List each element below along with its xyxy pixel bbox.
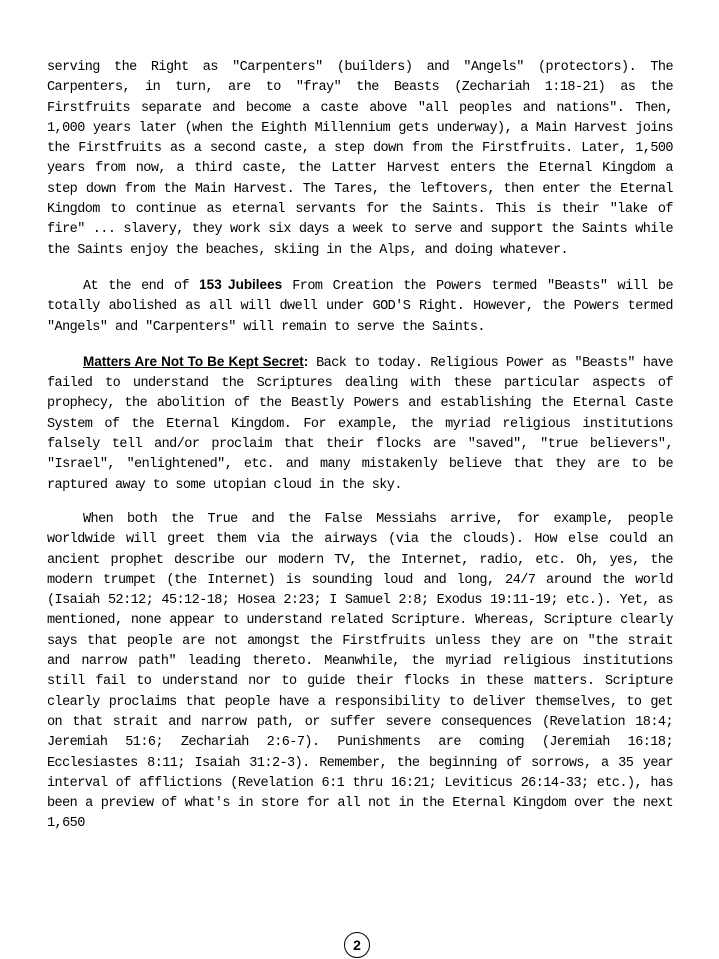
paragraph-2-lead: At the end of: [83, 278, 200, 294]
section-heading: Matters Are Not To Be Kept Secret: [83, 353, 304, 369]
paragraph-4: When both the True and the False Messiahs arrive, for example, people worldwide will greet them via the airways (via the clouds). How else could an ancient prophet describe our modern TV, the Internet, radio, etc. Oh, yes, the modern trumpet (the Internet) is sounding loud and long, 24/7 around the world (Isaiah 52:12; 45:12-18; Hosea 2:23; I Samuel 2:8; Exodus 19:11-19; etc.). Yet, as mentioned, none appear to understand related Scripture. Whereas, Scripture clearly says that people are not amongst the Firstfruits unless they are on "the strait and narrow path" leading thereto. Meanwhile, the myriad religious institutions still fail to understand nor to guide their flocks in these matters. Scripture clearly proclaims that people have a responsibility to deliver themselves, to get on that strait and narrow path, or suffer severe consequences (Revelation 18:4; Jeremiah 51:6; Zechariah 2:6-7). Punishments are coming (Jeremiah 16:18; Ecclesiastes 8:11; Isaiah 31:2-3). Remember, the beginning of sorrows, a 35 year interval of afflictions (Revelation 6:1 thru 16:21; Leviticus 26:14-33; etc.), has been a preview of what's in store for all not in the Eternal Kingdom over the next 1,650: [47, 511, 673, 832]
paragraph-3: [47, 352, 673, 496]
paragraph-2-rest: From Creation the Powers termed "Beasts" will be totally abolished as all will dwell under GOD'S Right. However, the Powers termed "Angels" and "Carpenters" will remain to serve the Saints.: [47, 278, 674, 335]
page-number-label: 2: [353, 937, 361, 953]
paragraph-1: serving the Right as "Carpenters" (builders) and "Angels" (protectors). The Carpenters, in turn, are to "fray" the Beasts (Zechariah 1:18-21) as the Firstfruits separate and become a caste above "all peoples and nations". Then, 1,000 years later (when the Eighth Millennium gets underway), a Main Harvest joins the Firstfruits as a second caste, a step down from the Firstfruits. Later, 1,500 years from now, a third caste, the Latter Harvest enters the Eternal Kingdom a step down from the Main Harvest. The Tares, the leftovers, then enter the Eternal Kingdom to continue as eternal servants for the Saints. This is their "lake of fire" ... slavery, they work six days a week to serve and support the Saints while the Saints enjoy the beaches, skiing in the Alps, and doing whatever.: [47, 60, 673, 258]
jubilees-emphasis: 153 Jubilees: [199, 276, 283, 292]
paragraph-2: [47, 275, 673, 338]
section-heading-colon: :: [303, 353, 309, 369]
paragraph-3-body: Back to today. Religious Power as "Beasts" have failed to understand the Scriptures dealing with these particular aspects of prophecy, the abolition of the Beastly Powers and establishing the Eternal Caste System of the Eternal Kingdom. For example, the myriad religious institutions falsely tell and/or proclaim that their flocks are "saved", "true believers", "Israel", "enlightened", etc. and many mistakenly believe that they are to be raptured away to some utopian cloud in the sky.: [47, 355, 674, 493]
page-number: [344, 932, 370, 958]
document-body: [47, 58, 673, 849]
